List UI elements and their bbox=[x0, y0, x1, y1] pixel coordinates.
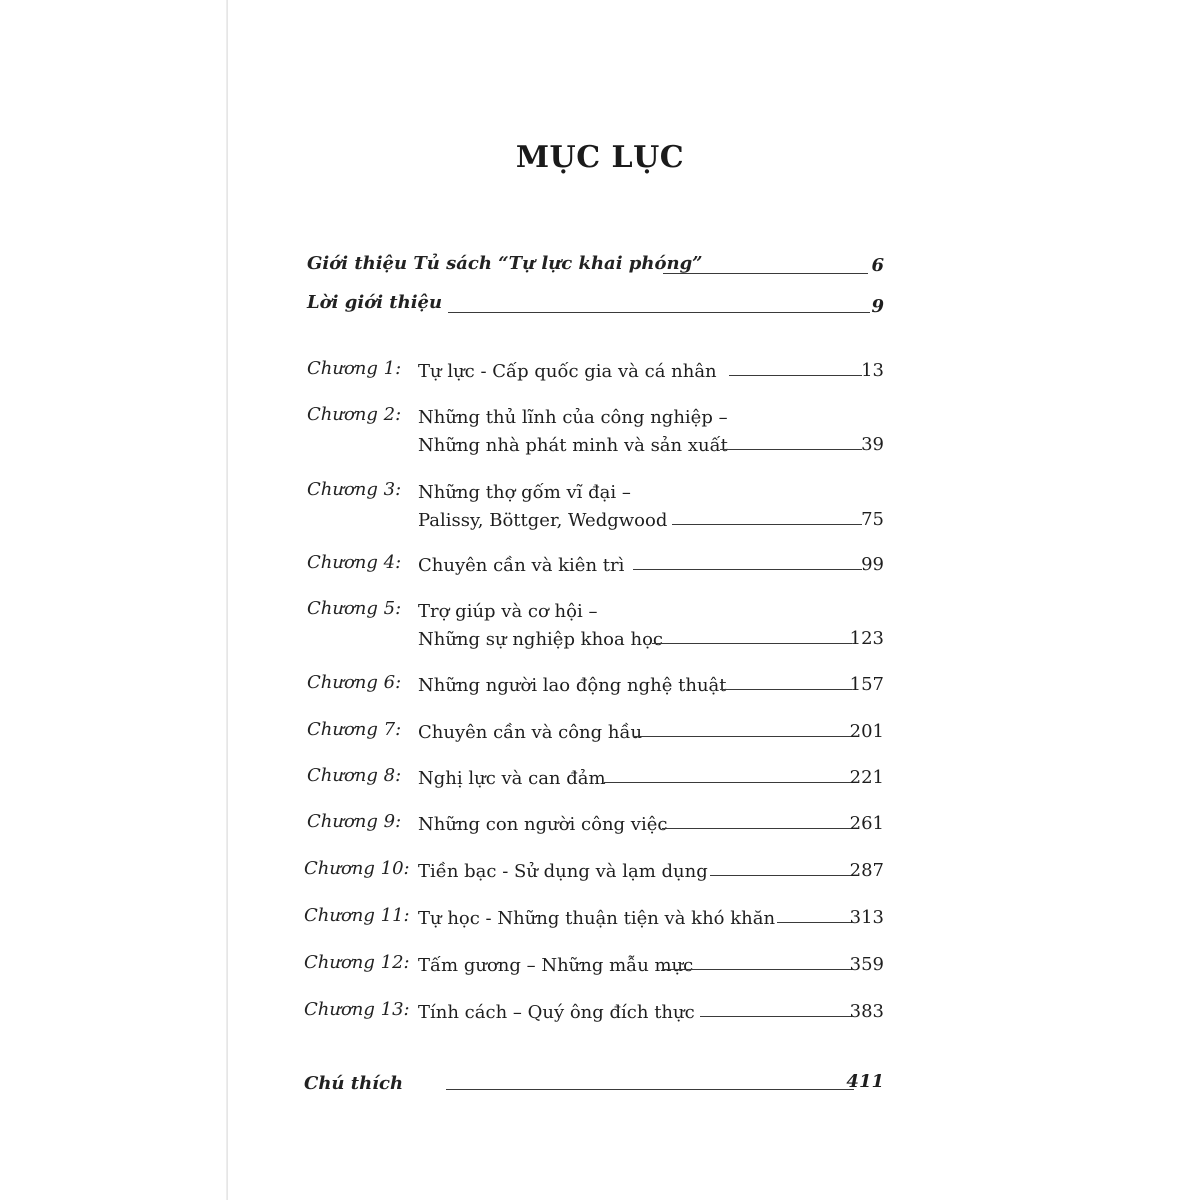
dot-leader bbox=[446, 1089, 854, 1090]
toc-page-number: 359 bbox=[849, 954, 884, 975]
dot-leader bbox=[672, 524, 862, 525]
chapter-title-line: Tính cách – Quý ông đích thực bbox=[418, 1002, 695, 1023]
toc-page-number: 39 bbox=[861, 434, 884, 455]
chapter-label: Chương 2: bbox=[307, 404, 402, 425]
chapter-title-line: Chuyên cần và kiên trì bbox=[418, 555, 625, 576]
chapter-label: Chương 13: bbox=[304, 999, 410, 1020]
toc-page-number: 6 bbox=[871, 255, 884, 276]
toc-page-number: 9 bbox=[871, 296, 884, 317]
toc-page-number: 261 bbox=[849, 813, 884, 834]
chapter-title-line: Tấm gương – Những mẫu mực bbox=[418, 955, 694, 976]
chapter-label: Chương 11: bbox=[304, 905, 410, 926]
chapter-title-line: Những thủ lĩnh của công nghiệp – bbox=[418, 407, 728, 428]
chapter-title-line: Tự học - Những thuận tiện và khó khăn bbox=[418, 908, 776, 929]
chapter-title-line: Tiền bạc - Sử dụng và lạm dụng bbox=[418, 861, 708, 882]
chapter-label: Chương 3: bbox=[307, 479, 402, 500]
chapter-label: Chương 8: bbox=[307, 765, 402, 786]
dot-leader bbox=[604, 782, 852, 783]
chapter-label: Chương 5: bbox=[307, 598, 402, 619]
dot-leader bbox=[777, 922, 852, 923]
toc-page-number: 313 bbox=[849, 907, 884, 928]
dot-leader bbox=[662, 969, 852, 970]
dot-leader bbox=[652, 643, 852, 644]
toc-page-number: 201 bbox=[849, 721, 884, 742]
chapter-label: Chương 6: bbox=[307, 672, 402, 693]
toc-page-number: 75 bbox=[861, 509, 884, 530]
dot-leader bbox=[729, 375, 862, 376]
dot-leader bbox=[662, 828, 852, 829]
chapter-title-line: Chuyên cần và công hầu bbox=[418, 722, 643, 743]
dot-leader bbox=[700, 1016, 852, 1017]
toc-page-number: 383 bbox=[849, 1001, 884, 1022]
chapter-label: Chương 10: bbox=[304, 858, 410, 879]
chapter-title-line: Những sự nghiệp khoa học bbox=[418, 629, 663, 650]
chapter-label: Chương 1: bbox=[307, 358, 402, 379]
chapter-title-line: Palissy, Böttger, Wedgwood bbox=[418, 510, 668, 531]
chapter-label: Chương 12: bbox=[304, 952, 410, 973]
chapter-title-line: Nghị lực và can đảm bbox=[418, 768, 606, 789]
toc-page-number: 99 bbox=[861, 554, 884, 575]
dot-leader bbox=[720, 449, 862, 450]
dot-leader bbox=[448, 312, 870, 313]
toc-entry-title: Giới thiệu Tủ sách “Tự lực khai phóng” bbox=[307, 253, 703, 274]
dot-leader bbox=[663, 273, 868, 274]
toc-page-number: 13 bbox=[861, 360, 884, 381]
dot-leader bbox=[710, 875, 852, 876]
toc-entry-title: Chú thích bbox=[304, 1073, 404, 1094]
dot-leader bbox=[633, 736, 852, 737]
toc-entry-title: Lời giới thiệu bbox=[307, 292, 443, 313]
chapter-label: Chương 7: bbox=[307, 719, 402, 740]
toc-page-number: 157 bbox=[849, 674, 884, 695]
toc-page-number: 221 bbox=[849, 767, 884, 788]
page-title: MỤC LỤC bbox=[515, 140, 685, 175]
dot-leader bbox=[720, 689, 852, 690]
chapter-title-line: Những thợ gốm vĩ đại – bbox=[418, 482, 631, 503]
chapter-label: Chương 9: bbox=[307, 811, 402, 832]
page-gutter-edge bbox=[226, 0, 228, 1200]
toc-page-number: 411 bbox=[846, 1071, 884, 1092]
chapter-label: Chương 4: bbox=[307, 552, 402, 573]
toc-page-number: 123 bbox=[849, 628, 884, 649]
chapter-title-line: Tự lực - Cấp quốc gia và cá nhân bbox=[418, 361, 717, 382]
chapter-title-line: Những con người công việc bbox=[418, 814, 668, 835]
chapter-title-line: Trợ giúp và cơ hội – bbox=[418, 601, 598, 622]
toc-page-number: 287 bbox=[849, 860, 884, 881]
chapter-title-line: Những nhà phát minh và sản xuất bbox=[418, 435, 728, 456]
chapter-title-line: Những người lao động nghệ thuật bbox=[418, 675, 727, 696]
dot-leader bbox=[633, 569, 862, 570]
